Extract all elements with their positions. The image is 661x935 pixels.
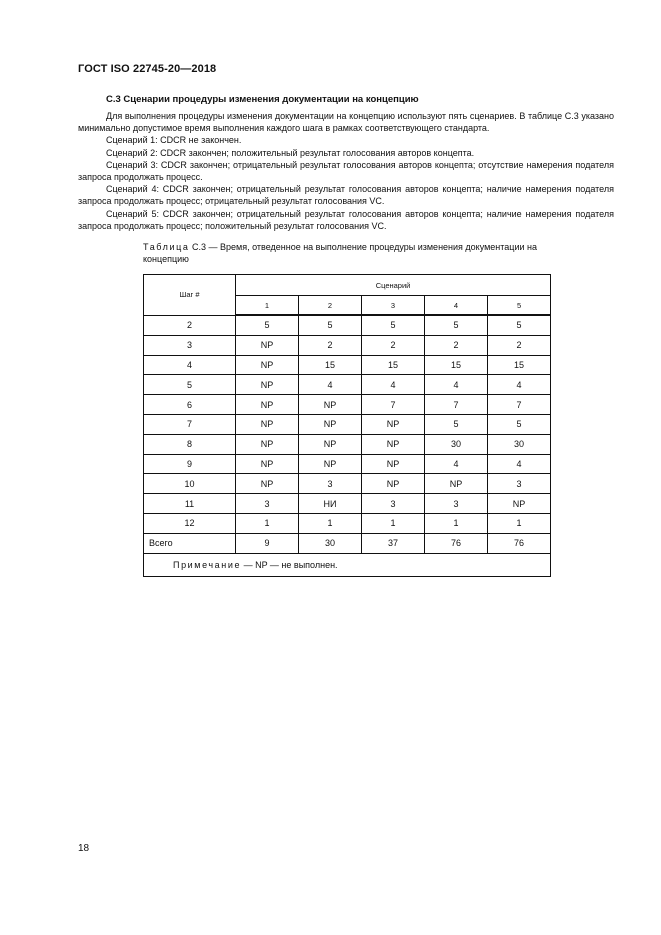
step-cell: 5 [144,375,236,395]
table-caption-text: С.3 — Время, отведенное на выполнение процедуры изменения документации на концепцию [143,242,537,264]
table-row [144,375,551,395]
value-cell: 1 [425,513,488,533]
section-title: С.3 Сценарии процедуры изменения документации на концепцию [106,94,419,105]
table-row [144,434,551,454]
table-row [144,474,551,494]
body-text [78,110,614,232]
value-cell: 4 [425,454,488,474]
value-cell: 3 [299,474,362,494]
value-cell: 5 [488,315,551,335]
step-cell: Всего [144,533,236,553]
table-note-text: — NP — не выполнен. [241,559,338,570]
table-caption [143,242,573,265]
value-cell: 4 [488,375,551,395]
table-row [144,414,551,434]
scenario-column-header: Сценарий [236,275,551,296]
value-cell: NP [488,494,551,514]
value-cell: 76 [425,533,488,553]
step-cell: 7 [144,414,236,434]
step-cell: 6 [144,395,236,415]
value-cell: 15 [299,355,362,375]
scenario-1-text: Сценарий 1: CDCR не закончен. [106,135,242,146]
table-note-prefix: Примечание [173,559,242,570]
value-cell: 5 [425,315,488,335]
table-body [144,315,551,553]
value-cell: 4 [362,375,425,395]
step-cell: 2 [144,315,236,335]
value-cell: 9 [236,533,299,553]
value-cell: 5 [362,315,425,335]
value-cell: 3 [236,494,299,514]
value-cell: 7 [362,395,425,415]
scenario-time-table [143,274,551,577]
table-caption-prefix: Таблица [143,242,190,252]
step-cell: 10 [144,474,236,494]
value-cell: 30 [488,434,551,454]
scenario-5-text: Сценарий 5: CDCR закончен; отрицательный результат голосования авторов концепта; наличие намерения подателя запроса продолжать процесс; положительный результат голосования VC. [78,208,614,231]
scenario-4-text: Сценарий 4: CDCR закончен; отрицательный результат голосования авторов концепта; наличие намерения подателя запроса продолжать процесс; отрицательный результат голосования VC. [78,184,614,207]
value-cell: NP [299,454,362,474]
step-cell: 3 [144,335,236,355]
value-cell: 2 [425,335,488,355]
value-cell: NP [236,454,299,474]
value-cell: 3 [425,494,488,514]
scenario-number-header: 2 [299,296,362,316]
value-cell: 1 [236,513,299,533]
step-cell: 4 [144,355,236,375]
value-cell: NP [362,434,425,454]
value-cell: 5 [236,315,299,335]
table-note [144,553,551,576]
value-cell: 5 [488,414,551,434]
table-note-row [144,553,551,576]
table-row [144,315,551,335]
value-cell: NP [362,414,425,434]
value-cell: 30 [299,533,362,553]
table-row [144,395,551,415]
value-cell: NP [236,335,299,355]
value-cell: 4 [425,375,488,395]
value-cell: NP [236,474,299,494]
value-cell: 15 [362,355,425,375]
scenario-number-header: 3 [362,296,425,316]
step-cell: 8 [144,434,236,454]
value-cell: 7 [425,395,488,415]
table-row [144,454,551,474]
value-cell: 1 [299,513,362,533]
value-cell: 3 [488,474,551,494]
table-row [144,533,551,553]
value-cell: NP [236,434,299,454]
value-cell: NP [425,474,488,494]
scenario-2-text: Сценарий 2: CDCR закончен; положительный результат голосования авторов концепта. [106,147,475,158]
value-cell: 1 [362,513,425,533]
step-cell: 12 [144,513,236,533]
table-row [144,494,551,514]
table-row [144,335,551,355]
scenario-number-header: 5 [488,296,551,316]
document-code: ГОСТ ISO 22745-20—2018 [78,63,217,75]
value-cell: 4 [488,454,551,474]
value-cell: 76 [488,533,551,553]
scenario-number-header: 4 [425,296,488,316]
scenario-number-header: 1 [236,296,299,316]
scenario-3-text: Сценарий 3: CDCR закончен; отрицательный результат голосования авторов концепта; отсутствие намерения подателя запроса продолжать процесс. [78,159,614,183]
value-cell: 4 [299,375,362,395]
step-cell: 9 [144,454,236,474]
value-cell: НИ [299,494,362,514]
value-cell: NP [299,395,362,415]
value-cell: 7 [488,395,551,415]
value-cell: NP [362,454,425,474]
value-cell: 1 [488,513,551,533]
value-cell: NP [236,355,299,375]
value-cell: NP [362,474,425,494]
value-cell: NP [236,395,299,415]
value-cell: 5 [299,315,362,335]
value-cell: 5 [425,414,488,434]
step-column-header: Шаг # [144,275,236,316]
value-cell: 15 [425,355,488,375]
value-cell: 30 [425,434,488,454]
value-cell: 2 [299,335,362,355]
value-cell: NP [236,414,299,434]
value-cell: 15 [488,355,551,375]
step-cell: 11 [144,494,236,514]
value-cell: NP [299,414,362,434]
value-cell: 3 [362,494,425,514]
page-number: 18 [78,843,90,854]
value-cell: NP [236,375,299,395]
table-row [144,355,551,375]
value-cell: 37 [362,533,425,553]
intro-paragraph: Для выполнения процедуры изменения документации на концепцию используют пять сценариев. В таблице С.3 указано минимально допустимое время выполнения каждого шага в рамках соответствующего стандарта. [78,111,614,134]
value-cell: 2 [488,335,551,355]
value-cell: 2 [362,335,425,355]
value-cell: NP [299,434,362,454]
table-row [144,513,551,533]
